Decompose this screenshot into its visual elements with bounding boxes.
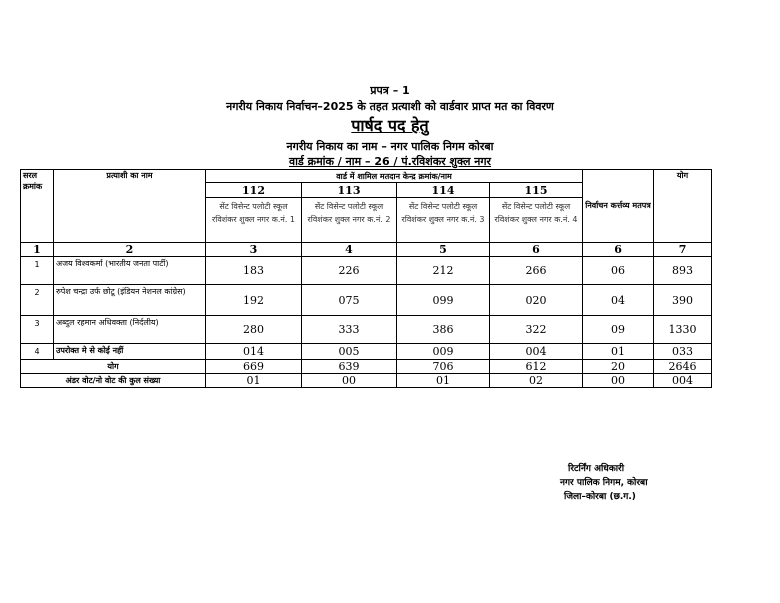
table-row [21,316,712,344]
booth-name: सेंट विसेन्ट पलोटी स्कूल रविशंकर शुक्ल नगर क.नं. 3 [397,198,490,243]
column-number: 6 [583,243,654,257]
vote-count: 322 [490,316,583,344]
booth-total: 706 [397,360,490,374]
vote-count: 014 [206,344,302,360]
col-header-total: योग [654,170,712,243]
candidate-name: उपरोक्त मे से कोई नहीं [54,344,206,360]
postal-votes: 06 [583,257,654,285]
signature-block [560,462,648,504]
postal-votes: 09 [583,316,654,344]
vote-count: 099 [397,285,490,316]
vote-count: 386 [397,316,490,344]
vote-count: 333 [302,316,397,344]
vote-count: 020 [490,285,583,316]
rejected-postal: 00 [583,374,654,388]
column-number: 5 [397,243,490,257]
col-header-candidate: प्रत्याशी का नाम [54,170,206,243]
booth-name: सेंट विसेन्ट पलोटी स्कूल रविशंकर शुक्ल नगर क.नं. 2 [302,198,397,243]
column-number: 3 [206,243,302,257]
booth-total: 612 [490,360,583,374]
booth-total: 639 [302,360,397,374]
signature-office: नगर पालिक निगम, कोरबा [560,478,648,488]
table-row [21,344,712,360]
serial-number: 1 [21,257,54,285]
table-row [21,257,712,285]
column-number: 1 [21,243,54,257]
post-heading: पार्षद पद हेतु [351,116,429,135]
column-number: 7 [654,243,712,257]
booth-number: 112 [206,183,302,198]
total-votes: 893 [654,257,712,285]
grand-total: 2646 [654,360,712,374]
candidate-name: अजय विश्वकर्मा (भारतीय जनता पार्टी) [54,257,206,285]
vote-count: 075 [302,285,397,316]
vote-count: 212 [397,257,490,285]
rejected-row-label: अंडर वोट/नो वोट की कुल संख्या [21,374,206,388]
column-number: 4 [302,243,397,257]
vote-count: 005 [302,344,397,360]
booth-name: सेंट विसेन्ट पलोटी स्कूल रविशंकर शुक्ल नगर क.नं. 1 [206,198,302,243]
column-number: 6 [490,243,583,257]
total-votes: 033 [654,344,712,360]
candidate-name: अब्दुल रहमान अधिवक्ता (निर्दलीय) [54,316,206,344]
rejected-row [21,374,712,388]
booth-number: 113 [302,183,397,198]
vote-count: 009 [397,344,490,360]
document-title: नगरीय निकाय निर्वाचन–2025 के तहत प्रत्याशी को वार्डवार प्राप्त मत का विवरण [226,100,554,113]
results-table [20,169,712,388]
rejected-count: 01 [206,374,302,388]
vote-count: 004 [490,344,583,360]
rejected-count: 00 [302,374,397,388]
table-row [21,285,712,316]
postal-total: 20 [583,360,654,374]
col-header-postal: निर्वाचन कर्त्तव्य मतपत्र [583,170,654,243]
postal-votes: 04 [583,285,654,316]
ward-name: वार्ड क्रमांक / नाम – 26 / पं.रविशंकर शुक्ल नगर [288,155,492,168]
booth-name: सेंट विसेन्ट पलोटी स्कूल रविशंकर शुक्ल नगर क.नं. 4 [490,198,583,243]
signature-district: जिला–कोरबा (छ.ग.) [564,492,636,502]
total-votes: 390 [654,285,712,316]
total-votes: 1330 [654,316,712,344]
serial-number: 4 [21,344,54,360]
booth-number: 114 [397,183,490,198]
serial-number: 2 [21,285,54,316]
booth-total: 669 [206,360,302,374]
total-row-label: योग [21,360,206,374]
candidate-name: रुपेश चन्द्रा उर्फ छोटू (इंडियन नेशनल कांग्रेस) [54,285,206,316]
signature-title: रिटर्निंग अधिकारी [568,464,625,474]
col-header-serial: सरल क्रमांक [21,170,54,243]
local-body-name: नगरीय निकाय का नाम – नगर पालिक निगम कोरबा [286,140,494,153]
serial-number: 3 [21,316,54,344]
rejected-count: 01 [397,374,490,388]
vote-count: 226 [302,257,397,285]
rejected-total: 004 [654,374,712,388]
vote-count: 192 [206,285,302,316]
total-row [21,360,712,374]
vote-count: 266 [490,257,583,285]
rejected-count: 02 [490,374,583,388]
column-number: 2 [54,243,206,257]
vote-count: 183 [206,257,302,285]
postal-votes: 01 [583,344,654,360]
vote-count: 280 [206,316,302,344]
form-number: प्रपत्र – 1 [370,84,410,97]
booth-number: 115 [490,183,583,198]
col-header-booths: वार्ड में शामिल मतदान केन्द्र क्रमांक/नाम [206,170,583,183]
